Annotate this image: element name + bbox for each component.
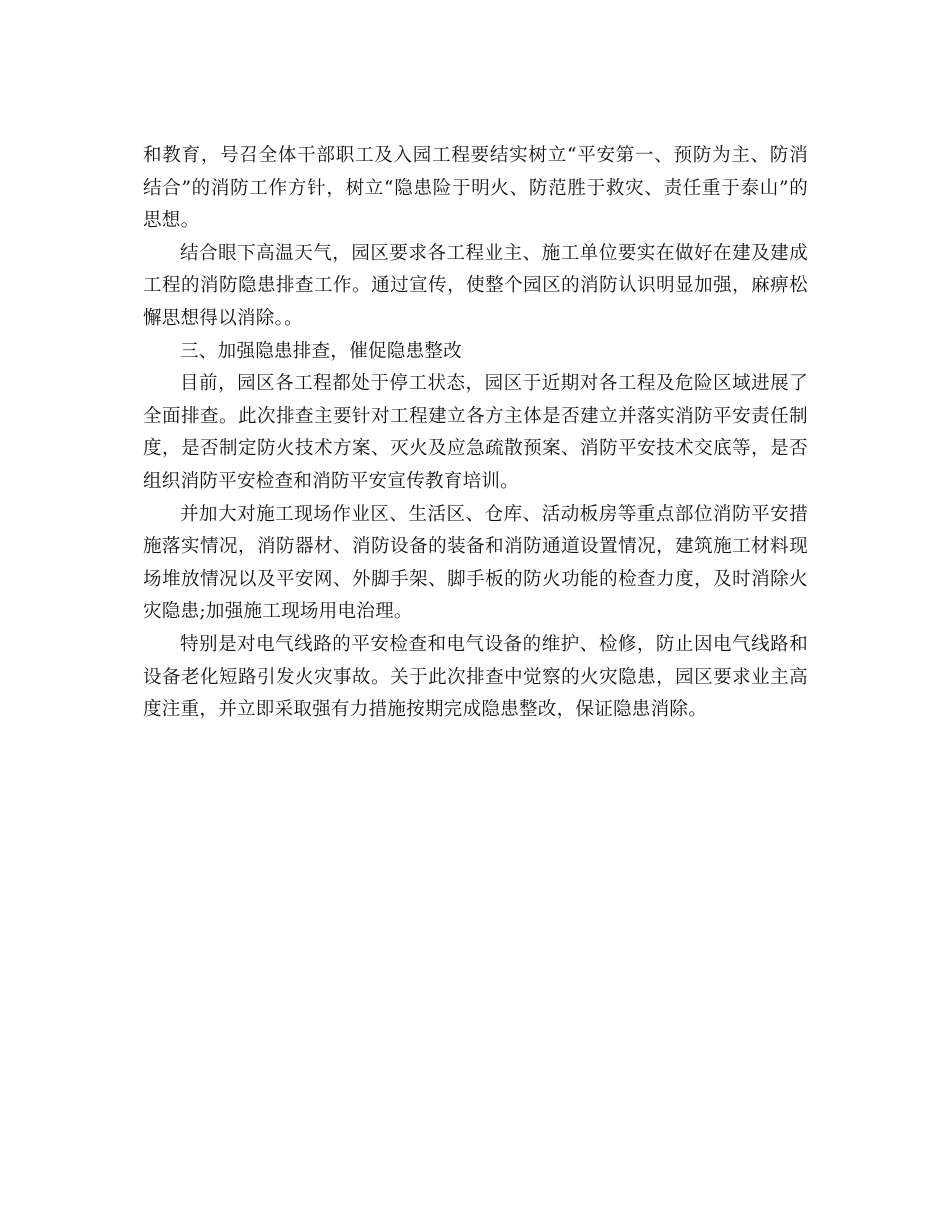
document-body	[143, 140, 808, 727]
paragraph-continuation: 和教育，号召全体干部职工及入园工程要结实树立“平安第一、预防为主、防消结合”的消防工作方针，树立“隐患险于明火、防范胜于救灾、责任重于泰山”的思想。	[143, 145, 808, 232]
paragraph-inspection: 目前，园区各工程都处于停工状态，园区于近期对各工程及危险区域进展了全面排查。此次排查主要针对工程建立各方主体是否建立并落实消防平安责任制度，是否制定防火技术方案、灭火及应急疏散预案、消防平安技术交底等，是否组织消防平安检查和消防平安宣传教育培训。	[143, 373, 808, 492]
section-heading: 三、加强隐患排查，催促隐患整改	[180, 340, 463, 362]
paragraph-site-measures: 并加大对施工现场作业区、生活区、仓库、活动板房等重点部位消防平安措施落实情况，消防器材、消防设备的装备和消防通道设置情况，建筑施工材料现场堆放情况以及平安网、外脚手架、脚手板的防火功能的检查力度，及时消除火灾隐患;加强施工现场用电治理。	[143, 503, 808, 623]
paragraph-high-temperature: 结合眼下高温天气，园区要求各工程业主、施工单位要实在做好在建及建成工程的消防隐患排查工作。通过宣传，使整个园区的消防认识明显加强，麻痹松懈思想得以消除。。	[143, 242, 808, 329]
paragraph-electrical: 特别是对电气线路的平安检查和电气设备的维护、检修，防止因电气线路和设备老化短路引发火灾事故。关于此次排查中觉察的火灾隐患，园区要求业主高度注重，并立即采取强有力措施按期完成隐患整改，保证隐患消除。	[143, 633, 808, 721]
